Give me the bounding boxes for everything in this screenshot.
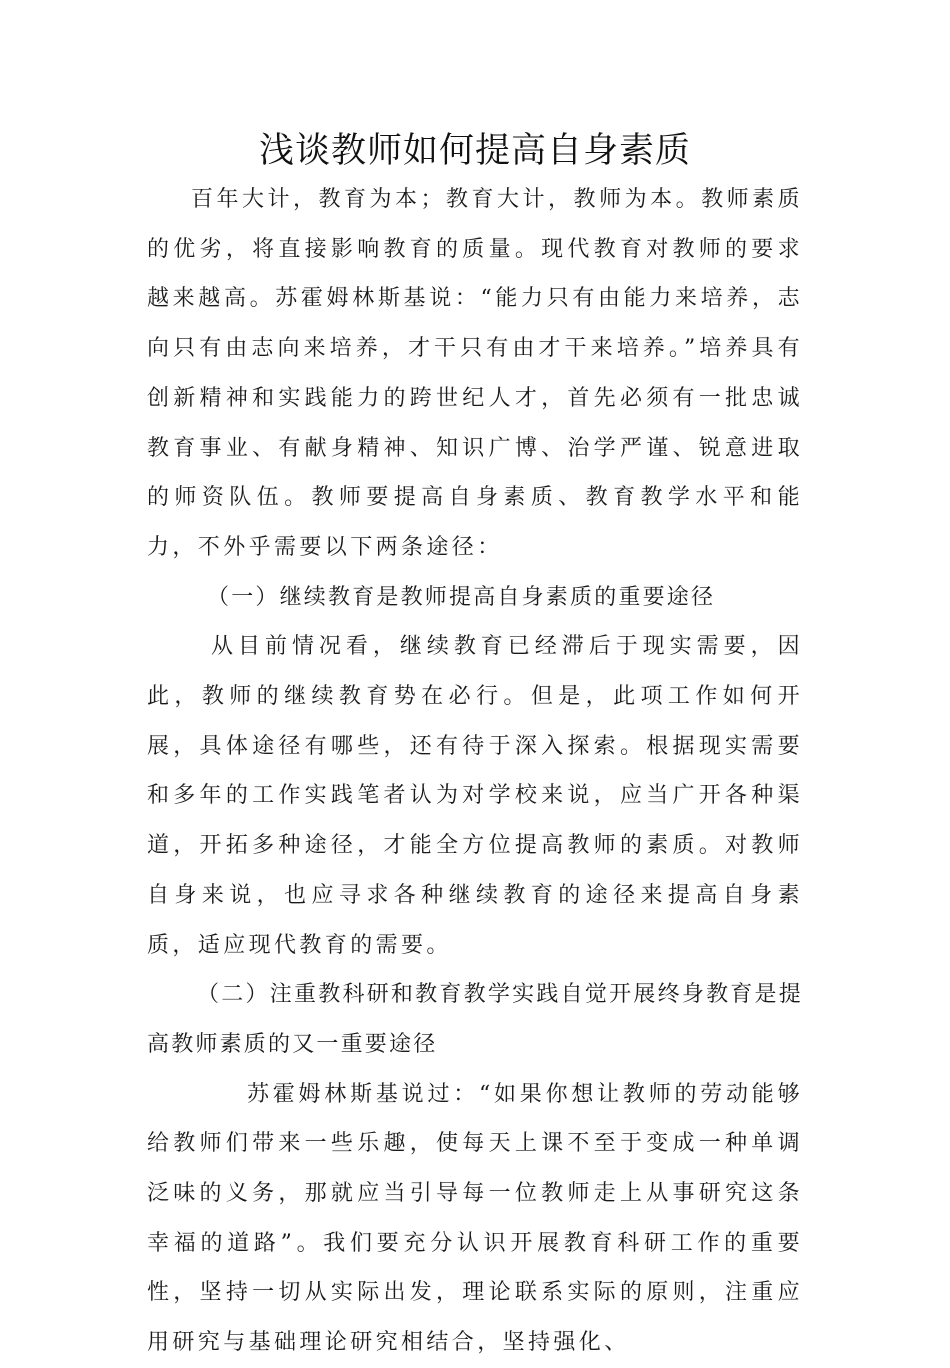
section-1-paragraph: 从目前情况看，继续教育已经滞后于现实需要，因此，教师的继续教育势在必行。但是，此项工作如何开展，具体途径有哪些，还有待于深入探索。根据现实需要和多年的工作实践笔者认为对学校来说，应当广开各种渠道，开拓多种途径，才能全方位提高教师的素质。对教师自身来说，也应寻求各种继续教育的途径来提高自身素质，适应现代教育的需要。 xyxy=(147,634,803,958)
document-title: 浅谈教师如何提高自身素质 xyxy=(258,131,691,171)
intro-paragraph: 百年大计，教育为本；教育大计，教师为本。教师素质的优劣，将直接影响教育的质量。现代教育对教师的要求越来越高。苏霍姆林斯基说：“能力只有由能力来培养，志向只有由志向来培养，才干只有由才干来培养。”培养具有创新精神和实践能力的跨世纪人才，首先必须有一批忠诚教育事业、有献身精神、知识广博、治学严谨、锐意进取的师资队伍。教师要提高自身素质、教育教学水平和能力，不外乎需要以下两条途径： xyxy=(147,187,803,560)
section-heading-2: （二）注重教科研和教育教学实践自觉开展终身教育是提高教师素质的又一重要途径 xyxy=(147,982,803,1057)
section-2-paragraph: 苏霍姆林斯基说过：“如果你想让教师的劳动能够给教师们带来一些乐趣，使每天上课不至于变成一种单调泛味的义务，那就应当引导每一位教师走上从事研究这条幸福的道路”。我们要充分认识开展教育科研工作的重要性，坚持一切从实际出发，理论联系实际的原则，注重应用研究与基础理论研究相结合，坚持强化、 xyxy=(147,1081,803,1356)
document-body xyxy=(147,175,803,1368)
section-heading-1: （一）继续教育是教师提高自身素质的重要途径 xyxy=(207,584,716,610)
